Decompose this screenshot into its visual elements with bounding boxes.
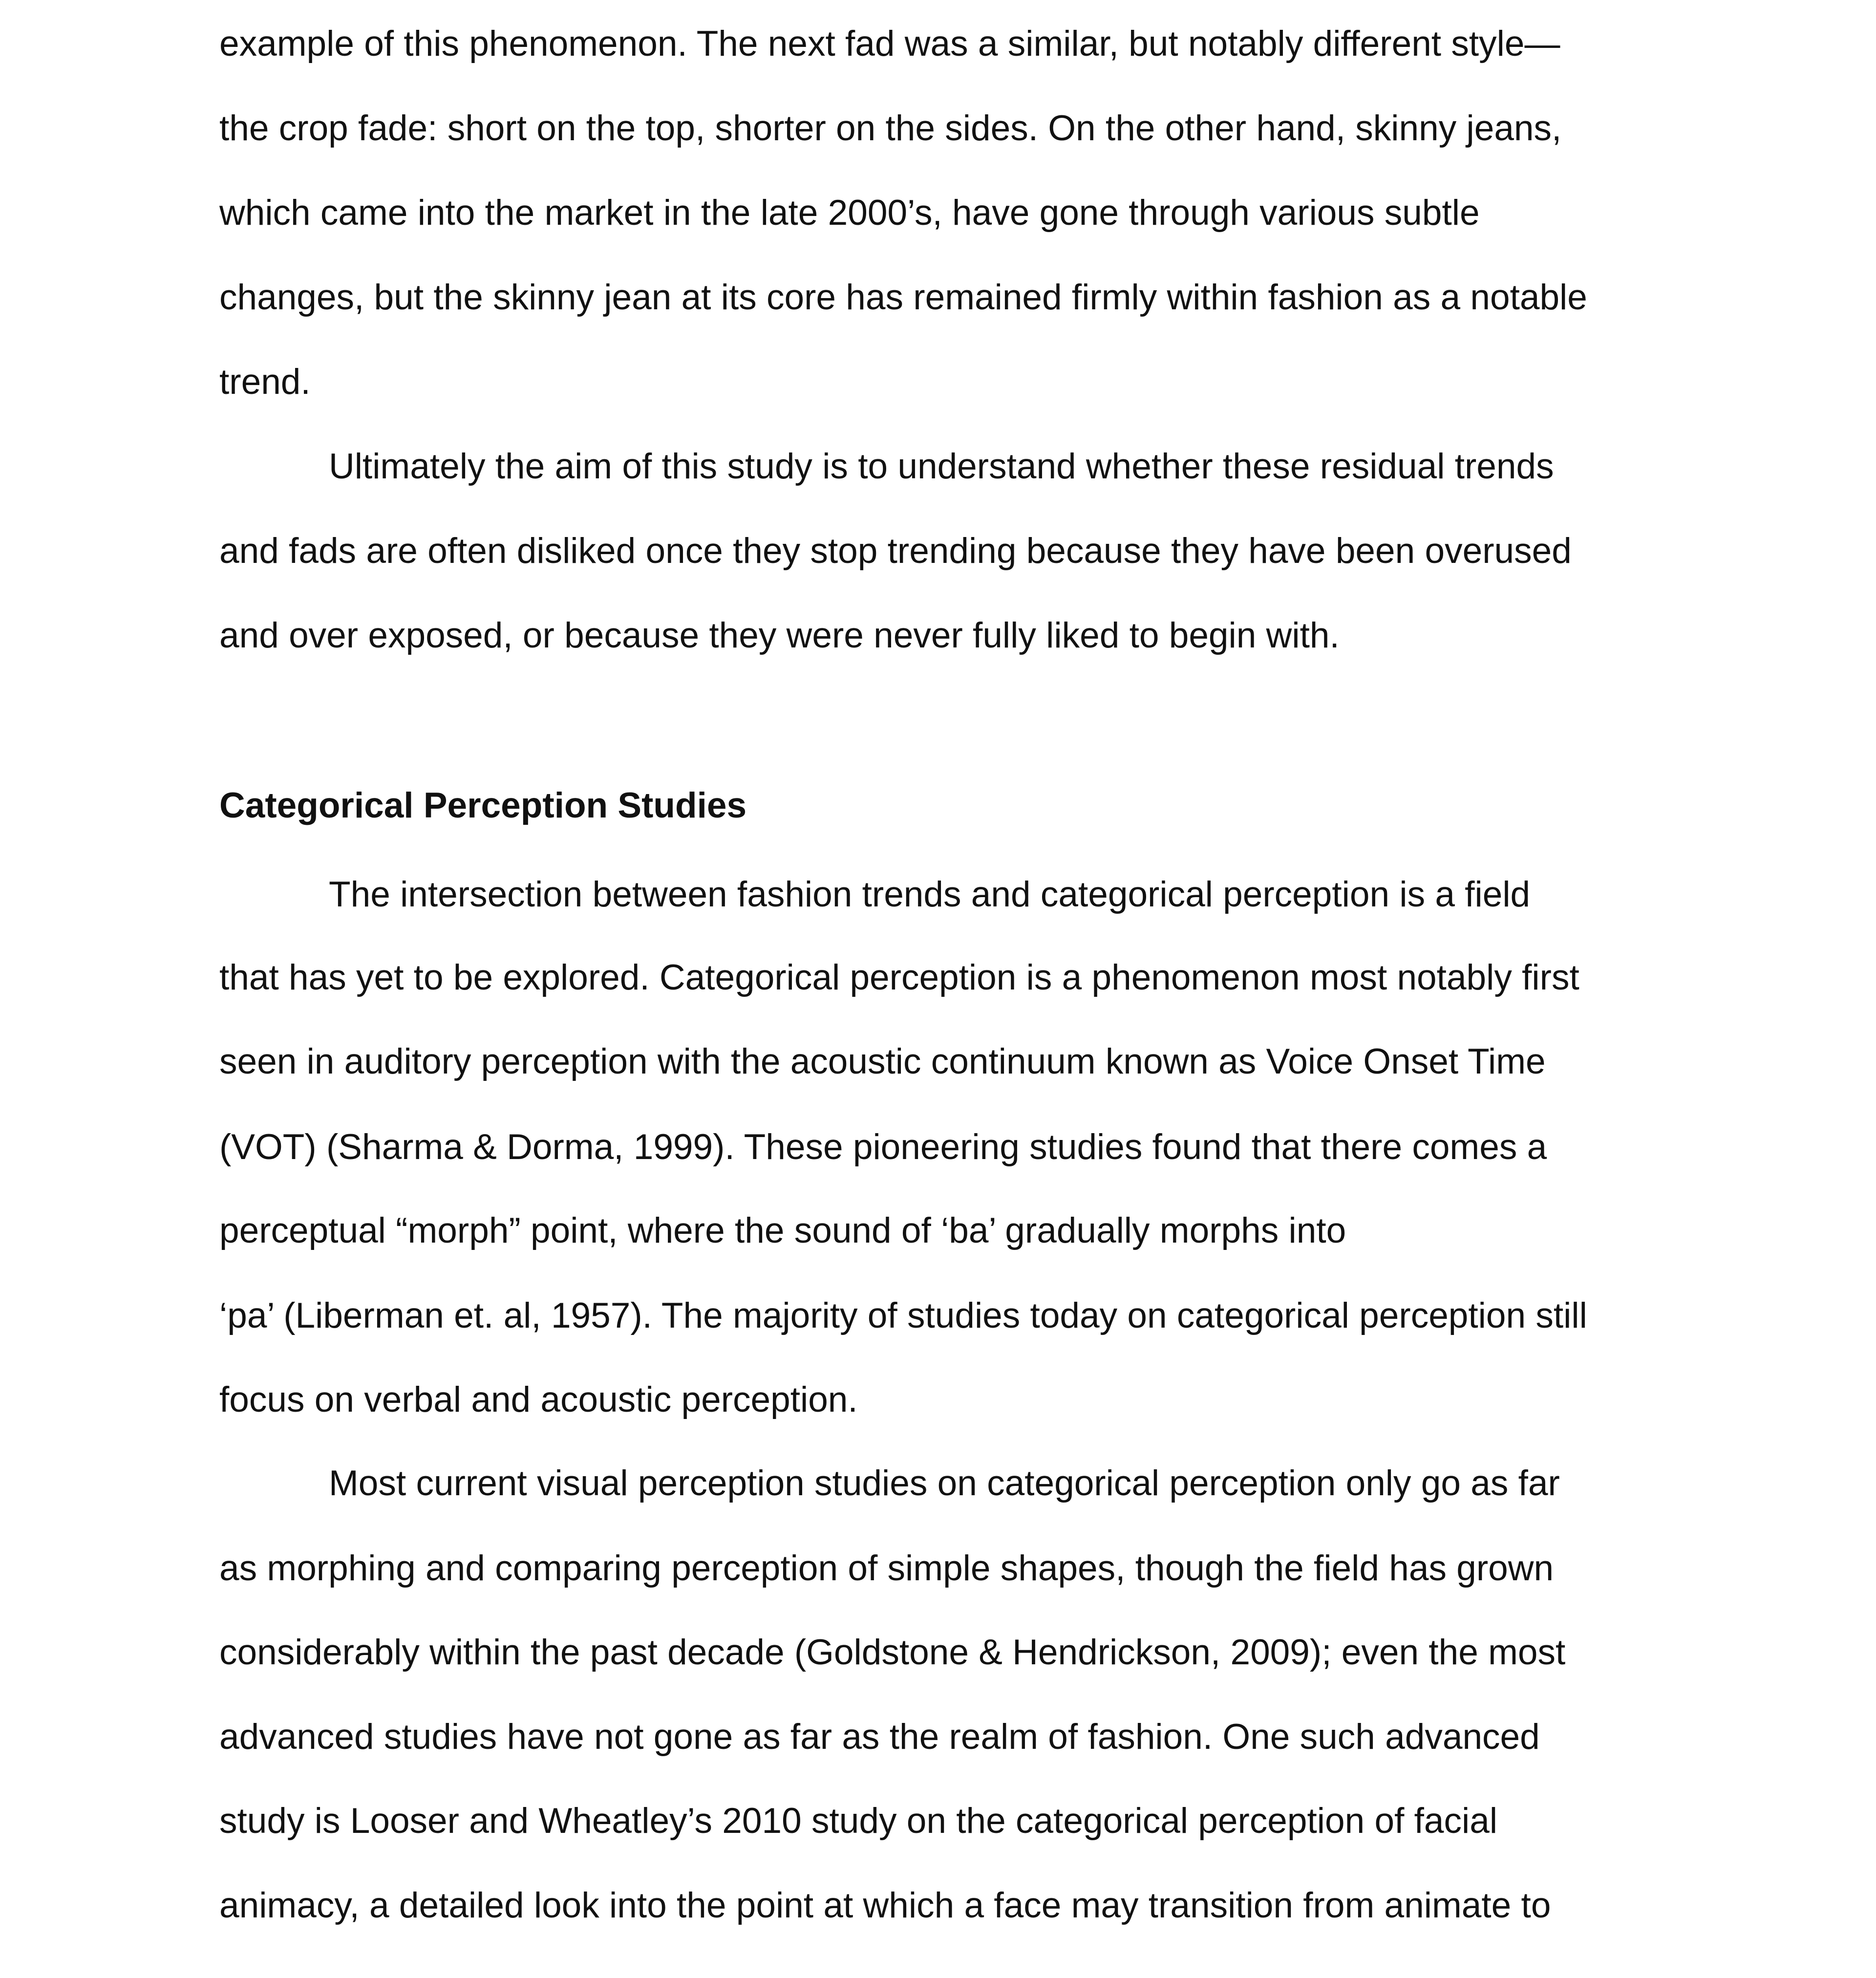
- paragraph-3-line-7: focus on verbal and acoustic perception.: [219, 1380, 858, 1419]
- paragraph-4-line-4: advanced studies have not gone as far as the realm of fashion. One such advanced: [219, 1717, 1540, 1757]
- paragraph-2-line-1: Ultimately the aim of this study is to understand whether these residual trends: [329, 447, 1554, 486]
- paragraph-3-line-1: The intersection between fashion trends and categorical perception is a field: [329, 875, 1531, 914]
- paragraph-4-line-2: as morphing and comparing perception of simple shapes, though the field has grown: [219, 1548, 1554, 1588]
- section-heading: Categorical Perception Studies: [219, 786, 747, 825]
- paragraph-4-line-5: study is Looser and Wheatley’s 2010 study on the categorical perception of facial: [219, 1801, 1498, 1841]
- paragraph-4-line-1: Most current visual perception studies on categorical perception only go as far: [329, 1463, 1560, 1503]
- paragraph-1-line-2: the crop fade: short on the top, shorter on the sides. On the other hand, skinny jeans,: [219, 108, 1562, 148]
- paragraph-2-line-3: and over exposed, or because they were never fully liked to begin with.: [219, 616, 1340, 655]
- paragraph-1-line-5: trend.: [219, 362, 311, 402]
- paragraph-4-line-3: considerably within the past decade (Goldstone & Hendrickson, 2009); even the most: [219, 1633, 1566, 1672]
- paragraph-3-line-6: ‘pa’ (Liberman et. al, 1957). The majority of studies today on categorical perception still: [219, 1296, 1587, 1335]
- paragraph-1-line-1: example of this phenomenon. The next fad was a similar, but notably different style—: [219, 24, 1560, 64]
- paragraph-1-line-3: which came into the market in the late 2000’s, have gone through various subtle: [219, 193, 1480, 233]
- paragraph-3-line-5: perceptual “morph” point, where the sound of ‘ba’ gradually morphs into: [219, 1211, 1346, 1250]
- paragraph-2-line-2: and fads are often disliked once they stop trending because they have been overused: [219, 531, 1572, 571]
- paragraph-3-line-4: (VOT) (Sharma & Dorma, 1999). These pioneering studies found that there comes a: [219, 1127, 1547, 1167]
- paragraph-1-line-4: changes, but the skinny jean at its core has remained firmly within fashion as a notable: [219, 278, 1587, 317]
- paragraph-3-line-2: that has yet to be explored. Categorical perception is a phenomenon most notably first: [219, 958, 1579, 997]
- paragraph-4-line-6: animacy, a detailed look into the point at which a face may transition from animate to: [219, 1886, 1551, 1925]
- paragraph-3-line-3: seen in auditory perception with the acoustic continuum known as Voice Onset Time: [219, 1042, 1546, 1081]
